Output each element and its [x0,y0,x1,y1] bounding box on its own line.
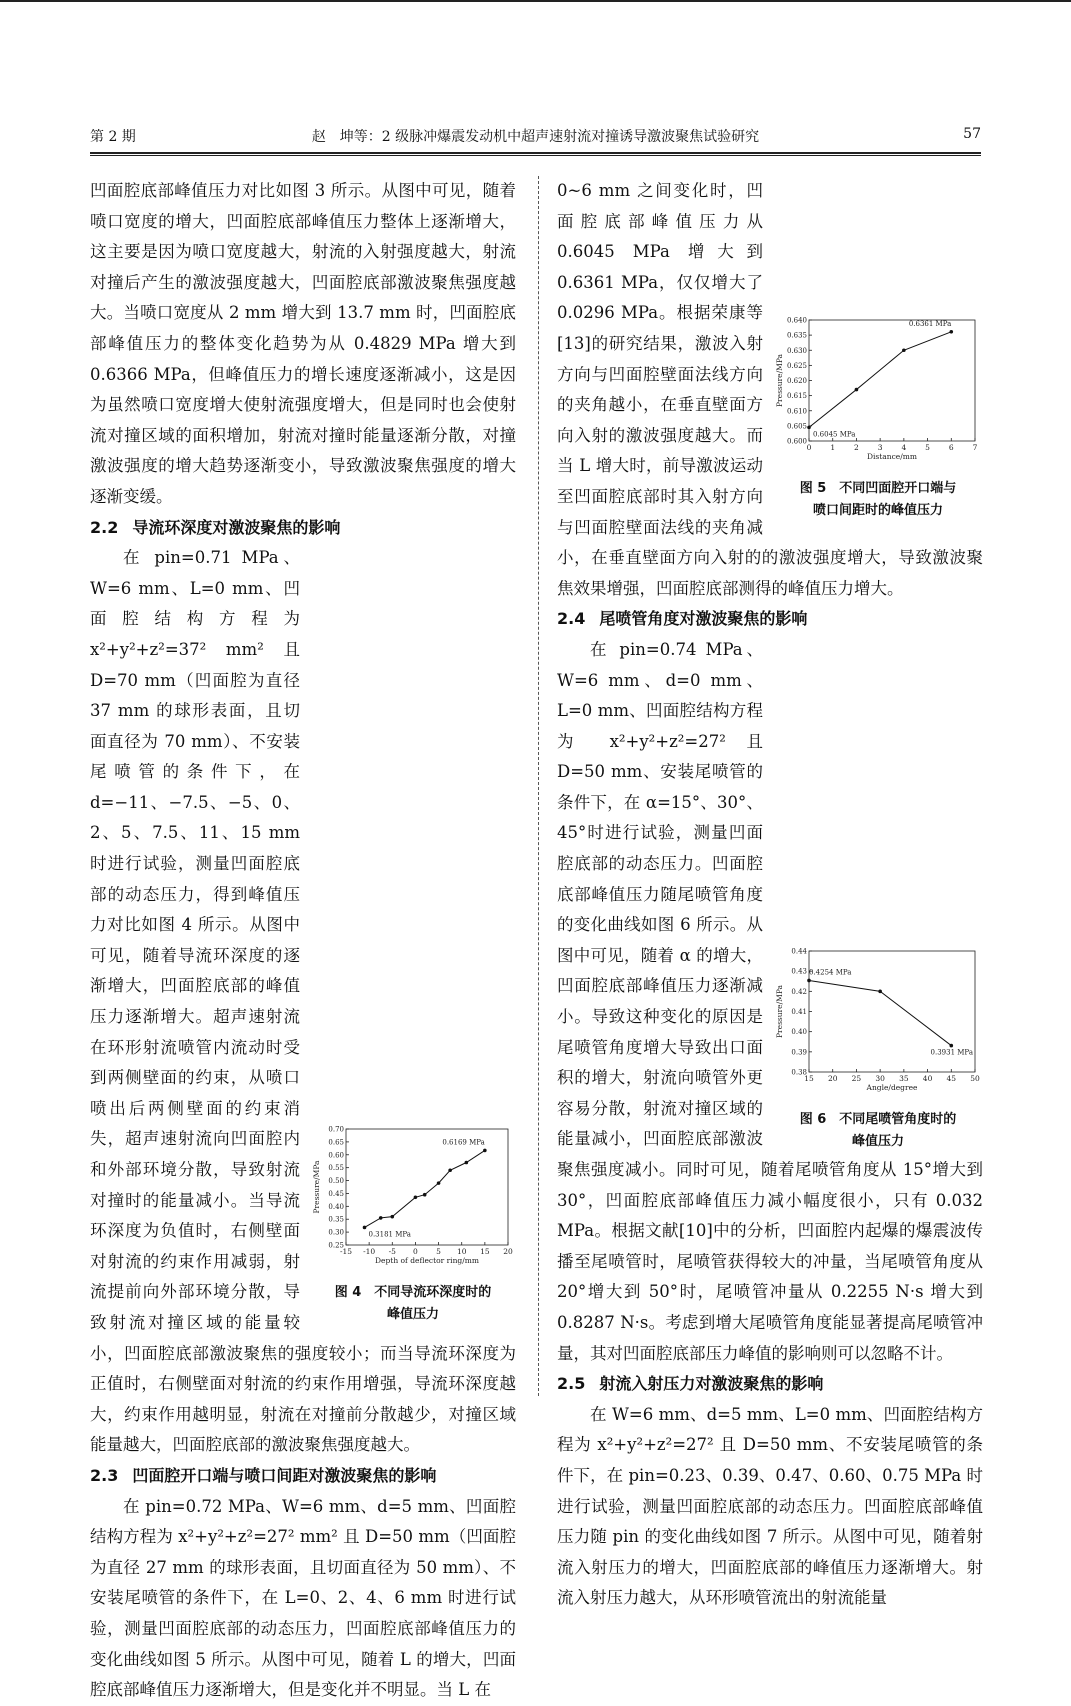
x-tick-label: 20 [827,1073,838,1083]
figure-4-chart [310,1121,516,1271]
figure-5 [773,312,983,522]
x-tick-label: 5 [436,1247,441,1257]
section-heading-2-2: 2.2 导流环深度对激波聚焦的影响 [90,517,341,537]
data-point [448,1169,452,1173]
y-axis-label: Pressure/MPa [775,353,784,408]
y-tick-label: 0.605 [786,422,807,431]
column-divider [538,176,539,1396]
x-tick-label: 50 [970,1073,980,1083]
figure-6 [773,943,983,1153]
y-axis-label: Pressure/MPa [775,984,784,1038]
y-tick-label: 0.35 [328,1215,344,1224]
x-tick-label: 15 [480,1247,490,1257]
data-label: 0.4254 MPa [809,968,852,977]
data-point [855,388,859,392]
y-tick-label: 0.38 [791,1068,807,1077]
x-tick-label: 30 [875,1073,885,1083]
y-tick-label: 0.40 [791,1028,807,1037]
y-axis-label: Pressure/MPa [312,1160,321,1214]
x-tick-label: -15 [339,1247,353,1257]
x-tick-label: 0 [413,1247,418,1257]
x-axis-label: Distance/mm [867,452,917,461]
y-tick-label: 0.50 [328,1177,344,1186]
data-point [878,989,882,993]
y-tick-label: 0.25 [328,1241,344,1250]
x-tick-label: 7 [972,443,978,452]
paragraph: 凹面腔底部峰值压力对比如图 3 所示。从图中可见，随着喷口宽度的增大，凹面腔底部峰值压力整体上逐渐增大，这主要是因为喷口宽度越大，射流的入射强度越大，射流对撞后产生的激波强度越大，凹面腔底部激波聚焦强度越大。当喷口宽度从 2 mm 增大到 13.7 mm 时，凹面腔底部峰值压力的整体变化趋势为从 0.4829 MPa 增大到 0.6366 MPa，但峰值压力的增长速度逐渐减小，这是因为虽然喷口宽度增大使射流强度增大，但是同时也会使射流对撞区域的面积增加，射流对撞时能量逐渐分散，对撞激波强度的增大趋势逐渐变小，导致激波聚焦强度的增大逐渐变缓。 [90,181,516,506]
figure-4 [310,1121,516,1326]
y-tick-label: 0.55 [328,1164,344,1173]
data-point [483,1149,487,1153]
y-tick-label: 0.625 [786,361,807,370]
data-point [379,1216,383,1220]
header-rule [90,152,981,154]
x-tick-label: 0 [806,443,812,452]
y-tick-label: 0.630 [786,346,807,355]
x-tick-label: 6 [948,443,954,452]
left-column [90,176,516,1706]
running-header [90,126,981,150]
data-label: 0.6169 MPa [442,1138,485,1147]
y-tick-label: 0.620 [786,377,807,385]
y-tick-label: 0.70 [328,1125,344,1134]
section-heading-2-3: 2.3 凹面腔开口端与喷口间距对激波聚焦的影响 [90,1465,437,1485]
x-tick-label: 40 [922,1073,933,1083]
figure-5-chart [773,312,983,467]
x-tick-label: 10 [456,1247,467,1257]
paragraph: 在 pin=0.74 MPa、W=6 mm、d=0 mm、L=0 mm、凹面腔结构方程为 x²+y²+z²=27² 且 D=50 mm、安装尾喷管的条件下，在 α=15°、30°、45°时进行试验，测量凹面腔底部的动态压力。凹面腔底部峰值压力随尾喷管角度的变化曲线如图 6 所示。从图中可见，随着 α 的增大，凹面腔底部峰值压力逐渐减小。导致这种变化的原因是尾喷管角度增大导致出口面积的增大，射流向喷管外更容易分散，射流对撞区域的能量减小，凹面腔底部激波聚焦强度减小。同时可见，随着尾喷管角度从 15°增大到 30°，凹面腔底部峰值压力减小幅度很小，只有 0.032 MPa。根据文献[10]中的分析，凹面腔内起爆的爆震波传播至尾喷管时，尾喷管获得较大的冲量，当尾喷管角度从 20°增大到 50°时，尾喷管冲量从 0.2255 N·s 增大到 0.8287 N·s。考虑到增大尾喷管角度能显著提高尾喷管冲量，其对凹面腔底部压力峰值的影响则可以忽略不计。 [557,639,983,1363]
x-tick-label: 3 [877,443,883,452]
paragraph: 0~6 mm 之间变化时，凹面腔底部峰值压力从 0.6045 MPa 增大到 0.6361 MPa，仅仅增大了 0.0296 MPa。根据荣康等[13]的研究结果，激波入射方向与凹面腔壁面法线方向的夹角越小，在垂直壁面方向入射的激波强度越大。而当 L 增大时，前导激波运动至凹面腔底部时其入射方向与凹面腔壁面法线的夹角减小，在垂直壁面方向入射的的激波强度增大，导致激波聚焦效果增强，凹面腔底部测得的峰值压力增大。 [557,181,983,598]
paragraph: 在 W=6 mm、d=5 mm、L=0 mm、凹面腔结构方程为 x²+y²+z²=27² 且 D=50 mm、不安装尾喷管的条件下，在 pin=0.23、0.39、0.47、0.60、0.75 MPa 时进行试验，测量凹面腔底部的动态压力。凹面腔底部峰值压力随 pin 的变化曲线如图 7 所示。从图中可见，随着射流入射压力的增大，凹面腔底部的峰值压力逐渐增大。射流入射压力越大，从环形喷管流出的射流能量 [557,1404,983,1608]
y-tick-label: 0.42 [791,987,807,996]
data-point [807,979,811,983]
running-title: 赵 坤等：2 级脉冲爆震发动机中超声速射流对撞诱导激波聚焦试验研究 [311,129,760,145]
data-label: 0.3181 MPa [368,1230,411,1239]
paragraph: 在 pin=0.71 MPa、W=6 mm、L=0 mm、凹面腔结构方程为 x²+y²+z²=37² mm² 且 D=70 mm（凹面腔为直径 37 mm 的球形表面，且切面直径为 70 mm）、不安装尾喷管的条件下，在 d=−11、−7.5、−5、0、2、5、7.5、11、15 mm 时进行试验，测量凹面腔底部的动态压力，得到峰值压力对比如图 4 所示。从图中可见，随着导流环深度的逐渐增大，凹面腔底部的峰值压力逐渐增大。超声速射流在环形射流喷管内流动时受到两侧壁面的约束，从喷口喷出后两侧壁面的约束消失，超声速射流向凹面腔内和外部环境分散，导致射流对撞时的能量减小。当导流环深度为负值时，右侧壁面对射流的约束作用减弱，射流提前向外部环境分散，导致射流对撞区域的能量较小，凹面腔底部激波聚焦的强度较小；而当导流环深度为正值时，右侧壁面对射流的约束作用增强，导流环深度越大，约束作用越明显，射流在对撞前分散越少，对撞区域能量越大，凹面腔底部的激波聚焦强度越大。 [90,548,516,1455]
x-tick-label: 35 [899,1073,909,1083]
x-tick-label: -5 [388,1247,396,1257]
figure-4-caption: 图 4 不同导流环深度时的 峰值压力 [334,1284,492,1322]
y-tick-label: 0.44 [791,947,807,956]
y-tick-label: 0.635 [786,331,807,340]
y-tick-label: 0.43 [791,967,807,976]
y-tick-label: 0.615 [786,392,807,401]
x-tick-label: 45 [946,1073,957,1083]
y-tick-label: 0.30 [328,1228,344,1237]
data-point [949,1044,953,1048]
plot-frame [809,320,975,441]
x-tick-label: 2 [854,443,859,452]
x-axis-label: Angle/degree [866,1082,918,1092]
data-point [414,1196,418,1200]
x-tick-label: 15 [804,1073,814,1083]
data-point [949,330,953,334]
y-tick-label: 0.60 [328,1151,344,1160]
paragraph: 在 pin=0.72 MPa、W=6 mm、d=5 mm、凹面腔结构方程为 x²+y²+z²=27² mm² 且 D=50 mm（凹面腔为直径 27 mm 的球形表面，且切面直径为 50 mm）、不安装尾喷管的条件下，在 L=0、2、4、6 mm 时进行试验，测量凹面腔底部的动态压力，凹面腔底部峰值压力的变化曲线如图 5 所示。从图中可见，随着 L 的增大，凹面腔底部峰值压力逐渐增大，但是变化并不明显。当 L 在 [90,1496,516,1700]
x-axis-label: Depth of deflector ring/mm [375,1256,479,1266]
series-line [809,332,951,428]
y-tick-label: 0.640 [786,316,807,325]
issue-number: 第 2 期 [90,129,136,145]
figure-6-caption: 图 6 不同尾喷管角度时的 峰值压力 [799,1111,957,1149]
x-tick-label: 20 [503,1247,513,1257]
x-tick-label: 5 [925,443,930,452]
y-tick-label: 0.40 [328,1202,344,1211]
right-column [557,176,983,1614]
y-tick-label: 0.45 [328,1190,344,1199]
x-tick-label: 1 [830,443,836,452]
data-point [423,1193,427,1197]
section-heading-2-4: 2.4 尾喷管角度对激波聚焦的影响 [557,609,808,629]
y-tick-label: 0.41 [791,1007,807,1016]
x-tick-label: 4 [901,443,907,452]
y-tick-label: 0.39 [791,1048,807,1057]
x-tick-label: 25 [851,1073,862,1083]
data-point [437,1181,441,1185]
data-label: 0.3931 MPa [930,1048,973,1057]
data-point [465,1161,469,1165]
section-heading-2-5: 2.5 射流入射压力对激波聚焦的影响 [557,1374,824,1394]
data-point [390,1215,394,1219]
y-tick-label: 0.600 [786,437,807,446]
data-label: 0.6361 MPa [908,319,952,328]
x-tick-label: -10 [363,1247,376,1257]
data-point [902,348,906,352]
data-point [807,426,811,430]
data-label: 0.6045 MPa [813,430,856,439]
data-point [363,1226,367,1230]
figure-5-caption: 图 5 不同凹面腔开口端与 喷口间距时的峰值压力 [799,480,957,518]
header-rule-thin [90,155,981,156]
figure-6-chart [773,943,983,1098]
page-number: 57 [963,126,981,142]
y-tick-label: 0.65 [328,1138,344,1147]
y-tick-label: 0.610 [786,407,807,416]
top-rule [0,0,1071,2]
